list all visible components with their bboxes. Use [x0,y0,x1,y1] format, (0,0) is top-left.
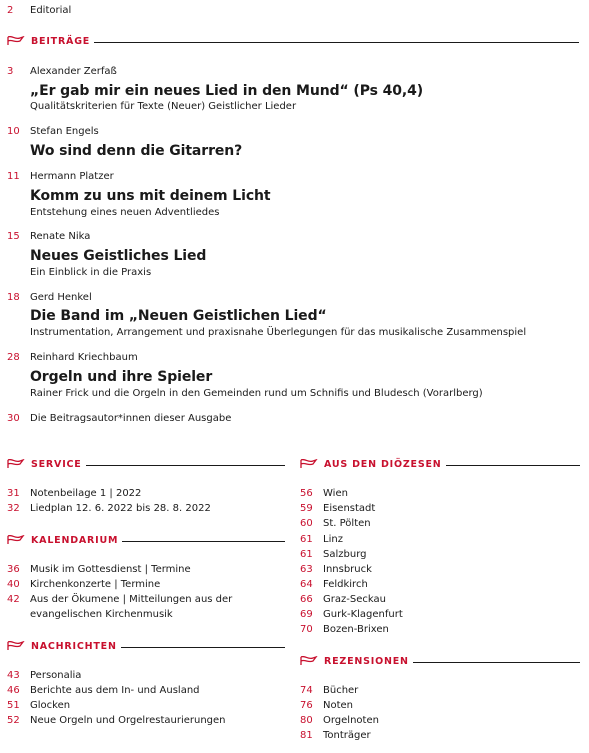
page-number: 10 [7,126,20,137]
page-number: 56 [300,488,313,499]
article-subtitle: Rainer Frick und die Orgeln in den Gemeinden rund um Schnifis und Bludesch (Vorarlberg) [30,388,483,399]
toc-entry[interactable] [300,518,371,529]
section-header-dioezesen [300,457,580,471]
toc-entry[interactable] [7,609,173,620]
toc-entry[interactable] [300,579,368,590]
entry-label: Wien [323,488,348,499]
section-title: BEITRÄGE [31,35,91,47]
article-author: Alexander Zerfaß [30,66,117,77]
article-author: Gerd Henkel [30,292,92,303]
article-title: Neues Geistliches Lied [30,248,207,264]
toc-entry[interactable] [300,730,371,741]
flag-icon [7,641,25,651]
section-title: AUS DEN DIÖZESEN [324,458,442,470]
flag-icon [7,459,25,469]
entry-label: Liedplan 12. 6. 2022 bis 28. 8. 2022 [30,503,211,514]
page-number: 32 [7,503,20,514]
article-author: Renate Nika [30,231,91,242]
article-title: Die Band im „Neuen Geistlichen Lied“ [30,308,327,324]
section-title: KALENDARIUM [31,534,119,546]
page-number: 64 [300,579,313,590]
entry-label: Bozen-Brixen [323,624,389,635]
article-author: Hermann Platzer [30,171,114,182]
toc-entry-editorial[interactable] [7,5,71,16]
entry-label: Graz-Seckau [323,594,386,605]
page-number: 69 [300,609,313,620]
page-number: 43 [7,670,20,681]
toc-entry[interactable] [300,564,372,575]
entry-label: Linz [323,534,343,545]
section-header-kalendarium [7,533,285,547]
toc-entry[interactable] [7,579,160,590]
entry-label: Salzburg [323,549,367,560]
flag-icon [7,36,25,46]
page-number: 46 [7,685,20,696]
entry-label: Noten [323,700,354,711]
entry-label: Bücher [323,685,359,696]
article-title: Komm zu uns mit deinem Licht [30,188,271,204]
entry-label: Editorial [30,5,72,16]
toc-entry[interactable] [7,488,141,499]
toc-entry[interactable] [300,700,353,711]
page-number: 2 [7,5,14,16]
section-rule [94,42,579,43]
entry-label: evangelischen Kirchenmusik [30,609,173,620]
page-number: 70 [300,624,313,635]
section-header-nachrichten [7,639,285,653]
toc-entry[interactable] [7,715,226,726]
section-header-beitraege [7,34,579,48]
entry-label: Kirchenkonzerte | Termine [30,579,161,590]
toc-entry[interactable] [7,564,191,575]
page-number: 42 [7,594,20,605]
flag-icon [300,656,318,666]
entry-label: Neue Orgeln und Orgelrestaurierungen [30,715,226,726]
article-subtitle: Qualitätskriterien für Texte (Neuer) Geistlicher Lieder [30,101,297,112]
toc-entry[interactable] [7,503,211,514]
section-rule [122,541,285,542]
entry-label: Eisenstadt [323,503,376,514]
entry-label: Tonträger [323,730,371,741]
section-rule [413,662,580,663]
entry-label: St. Pölten [323,518,371,529]
toc-entry[interactable] [300,534,343,545]
toc-entry[interactable] [300,715,379,726]
entry-label: Personalia [30,670,82,681]
toc-entry[interactable] [300,488,348,499]
page-number: 36 [7,564,20,575]
page-number: 76 [300,700,313,711]
page-number: 60 [300,518,313,529]
article-title: „Er gab mir ein neues Lied in den Mund“ (Ps 40,4) [30,83,424,99]
article-author: Reinhard Kriechbaum [30,352,138,363]
article-subtitle: Entstehung eines neuen Adventliedes [30,207,220,218]
page-number: 74 [300,685,313,696]
entry-label: Berichte aus dem In- und Ausland [30,685,200,696]
article-subtitle: Instrumentation, Arrangement und praxisnahe Überlegungen für das musikalische Zusammenspiel [30,327,527,338]
toc-entry[interactable] [7,670,81,681]
entry-label: Aus der Ökumene | Mitteilungen aus der [30,594,233,605]
page-number: 52 [7,715,20,726]
page-number: 81 [300,730,313,741]
page-number: 18 [7,292,20,303]
entry-label: Glocken [30,700,71,711]
section-header-service [7,457,285,471]
page-number: 28 [7,352,20,363]
toc-entry[interactable] [300,624,389,635]
page-number: 3 [7,66,14,77]
section-rule [121,647,285,648]
page-number: 11 [7,171,20,182]
section-header-rezensionen [300,654,580,668]
toc-entry[interactable] [300,685,358,696]
entry-label: Notenbeilage 1 | 2022 [30,488,142,499]
page-number: 51 [7,700,20,711]
toc-entry-autoren[interactable] [7,413,231,424]
page-number: 61 [300,534,313,545]
page-number: 63 [300,564,313,575]
toc-entry[interactable] [300,594,386,605]
page-number: 31 [7,488,20,499]
entry-label: Orgelnoten [323,715,379,726]
toc-entry[interactable] [300,503,375,514]
section-title: REZENSIONEN [324,655,409,667]
toc-entry[interactable] [7,700,70,711]
flag-icon [7,535,25,545]
page-number: 59 [300,503,313,514]
toc-entry[interactable] [300,609,403,620]
toc-entry[interactable] [7,685,200,696]
article-subtitle: Ein Einblick in die Praxis [30,267,152,278]
toc-entry[interactable] [7,594,232,605]
flag-icon [300,459,318,469]
page-number: 15 [7,231,20,242]
page-number: 40 [7,579,20,590]
section-title: NACHRICHTEN [31,640,117,652]
page-number: 61 [300,549,313,560]
section-rule [86,465,285,466]
entry-label: Innsbruck [323,564,372,575]
entry-label: Gurk-Klagenfurt [323,609,403,620]
page-number: 80 [300,715,313,726]
entry-label: Musik im Gottesdienst | Termine [30,564,191,575]
article-title: Orgeln und ihre Spieler [30,369,213,385]
page-number: 30 [7,413,20,424]
entry-label: Feldkirch [323,579,368,590]
article-author: Stefan Engels [30,126,99,137]
toc-entry[interactable] [300,549,366,560]
article-title: Wo sind denn die Gitarren? [30,143,243,159]
section-rule [446,465,580,466]
entry-label: Die Beitragsautor*innen dieser Ausgabe [30,413,232,424]
section-title: SERVICE [31,458,82,470]
page-number: 66 [300,594,313,605]
